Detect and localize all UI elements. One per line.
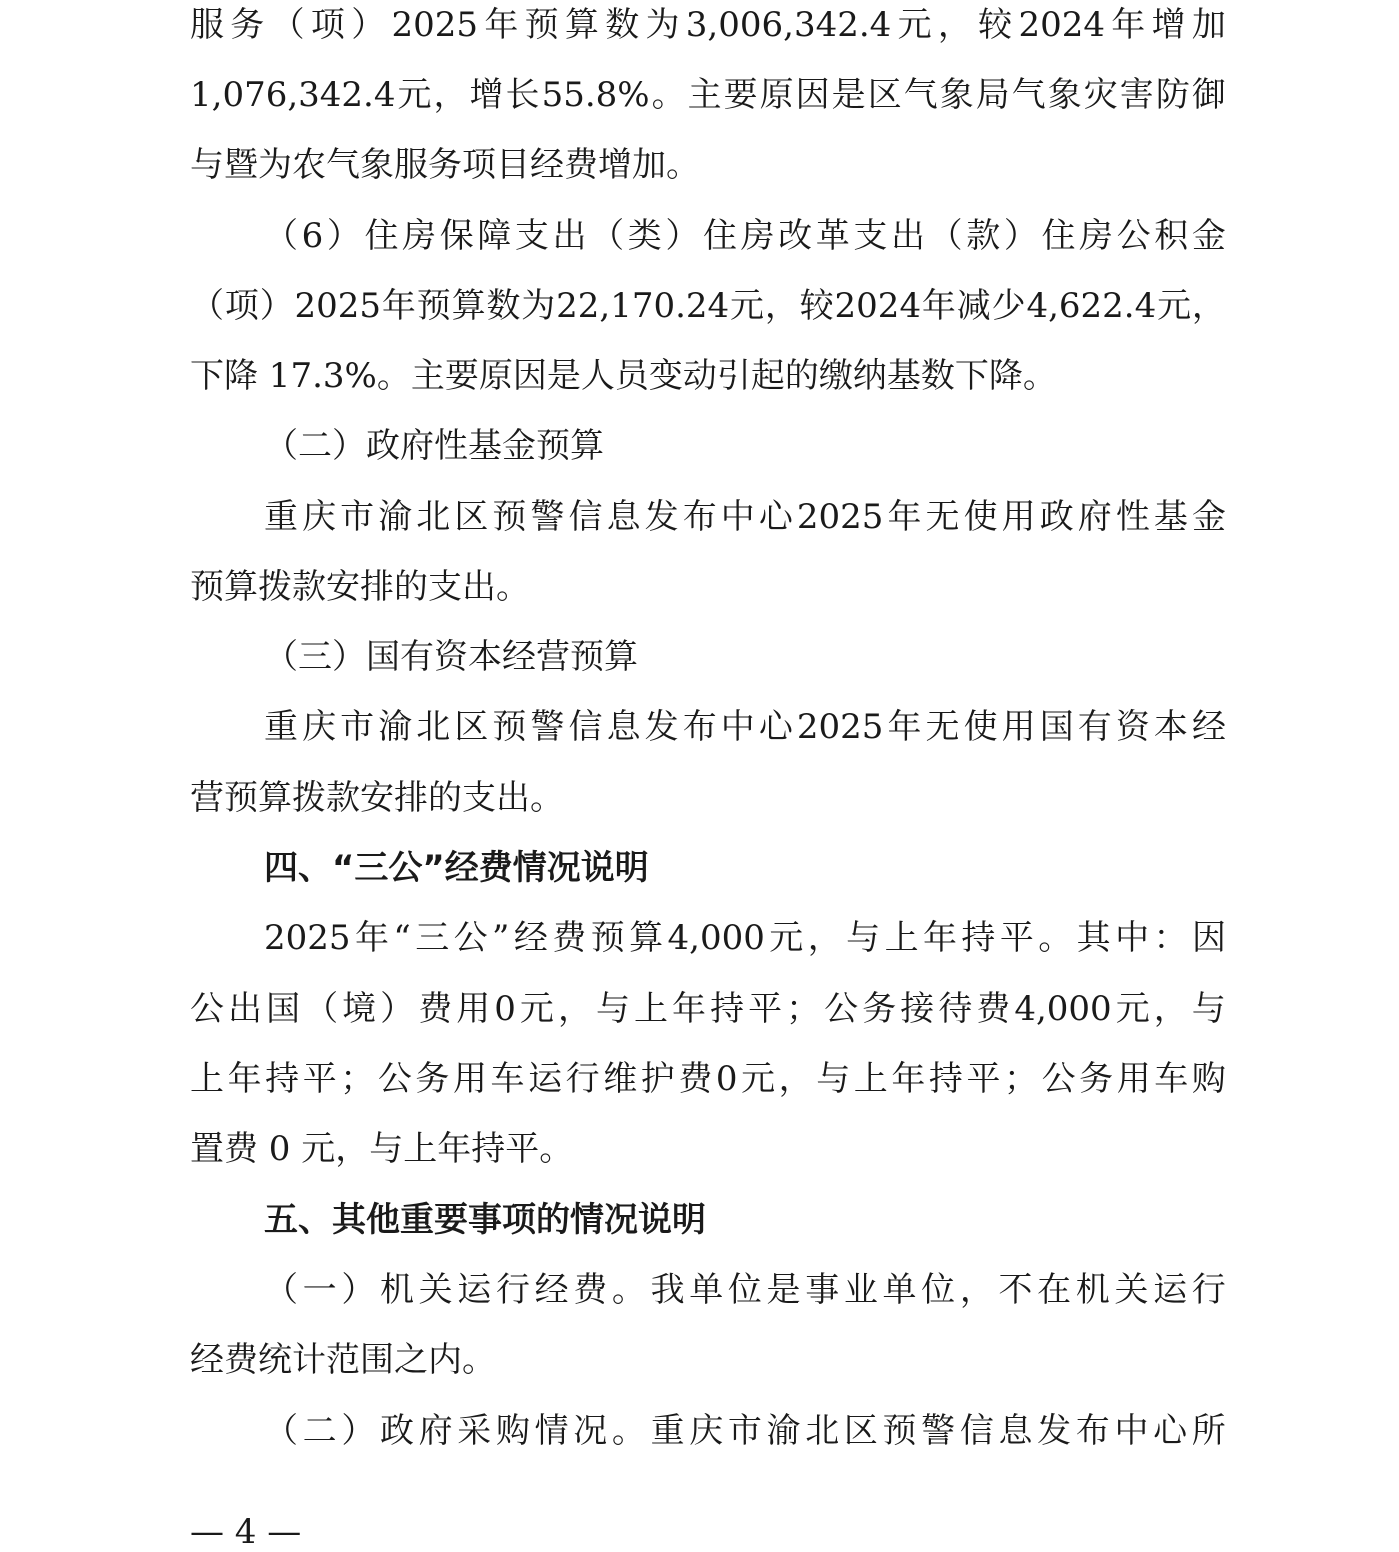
section-heading: （三）国有资本经营预算 [264,637,638,677]
paragraph-line: 重 庆 市 渝 北 区 预 警 信 息 发 布 中 心 2025 年 无 使 用 国 有 资 本 经 [264,707,1226,747]
paragraph-line: 服 务 （ 项 ） 2025 年 预 算 数 为 3,006,342.4 元 ， 较 2024 年 增 加 [190,5,1226,45]
paragraph-line: （ 二 ） 政 府 采 购 情 况 。 重 庆 市 渝 北 区 预 警 信 息 发 布 中 心 所 [264,1411,1226,1451]
paragraph-line: 重 庆 市 渝 北 区 预 警 信 息 发 布 中 心 2025 年 无 使 用 政 府 性 基 金 [264,497,1226,537]
paragraph-line: 经费统计范围之内。 [190,1340,496,1380]
chapter-heading: 四、“三公”经费情况说明 [264,848,649,888]
paragraph-line: （ 项 ） 2025 年 预 算 数 为 22,170.24 元 ， 较 2024 年 减 少 4,622.4 元 ， [190,286,1226,326]
document-page [190,0,1226,1538]
paragraph-line: 置费 0 元，与上年持平。 [190,1129,574,1169]
page-number: — 4 — [190,1512,302,1552]
paragraph-line: 与暨为农气象服务项目经费增加。 [190,145,700,185]
paragraph-line: （ 6 ） 住 房 保 障 支 出 （ 类 ） 住 房 改 革 支 出 （ 款 ） 住 房 公 积 金 [264,216,1226,256]
paragraph-line: 2025 年 “ 三 公 ” 经 费 预 算 4,000 元 ， 与 上 年 持 平 。 其 中 ： 因 [264,918,1226,958]
paragraph-line: 上 年 持 平 ； 公 务 用 车 运 行 维 护 费 0 元 ， 与 上 年 持 平 ； 公 务 用 车 购 [190,1059,1226,1099]
paragraph-line: 公 出 国 （ 境 ） 费 用 0 元 ， 与 上 年 持 平 ； 公 务 接 待 费 4,000 元 ， 与 [190,989,1226,1029]
chapter-heading: 五、其他重要事项的情况说明 [264,1200,706,1240]
paragraph-line: 1,076,342.4 元 ， 增 长 55.8% 。 主 要 原 因 是 区 气 象 局 气 象 灾 害 防 御 [190,75,1226,115]
paragraph-line: 预算拨款安排的支出。 [190,567,530,607]
paragraph-line: （ 一 ） 机 关 运 行 经 费 。 我 单 位 是 事 业 单 位 ， 不 在 机 关 运 行 [264,1270,1226,1310]
paragraph-line: 营预算拨款安排的支出。 [190,778,564,818]
section-heading: （二）政府性基金预算 [264,426,604,466]
paragraph-line: 下降 17.3%。主要原因是人员变动引起的缴纳基数下降。 [190,356,1057,396]
